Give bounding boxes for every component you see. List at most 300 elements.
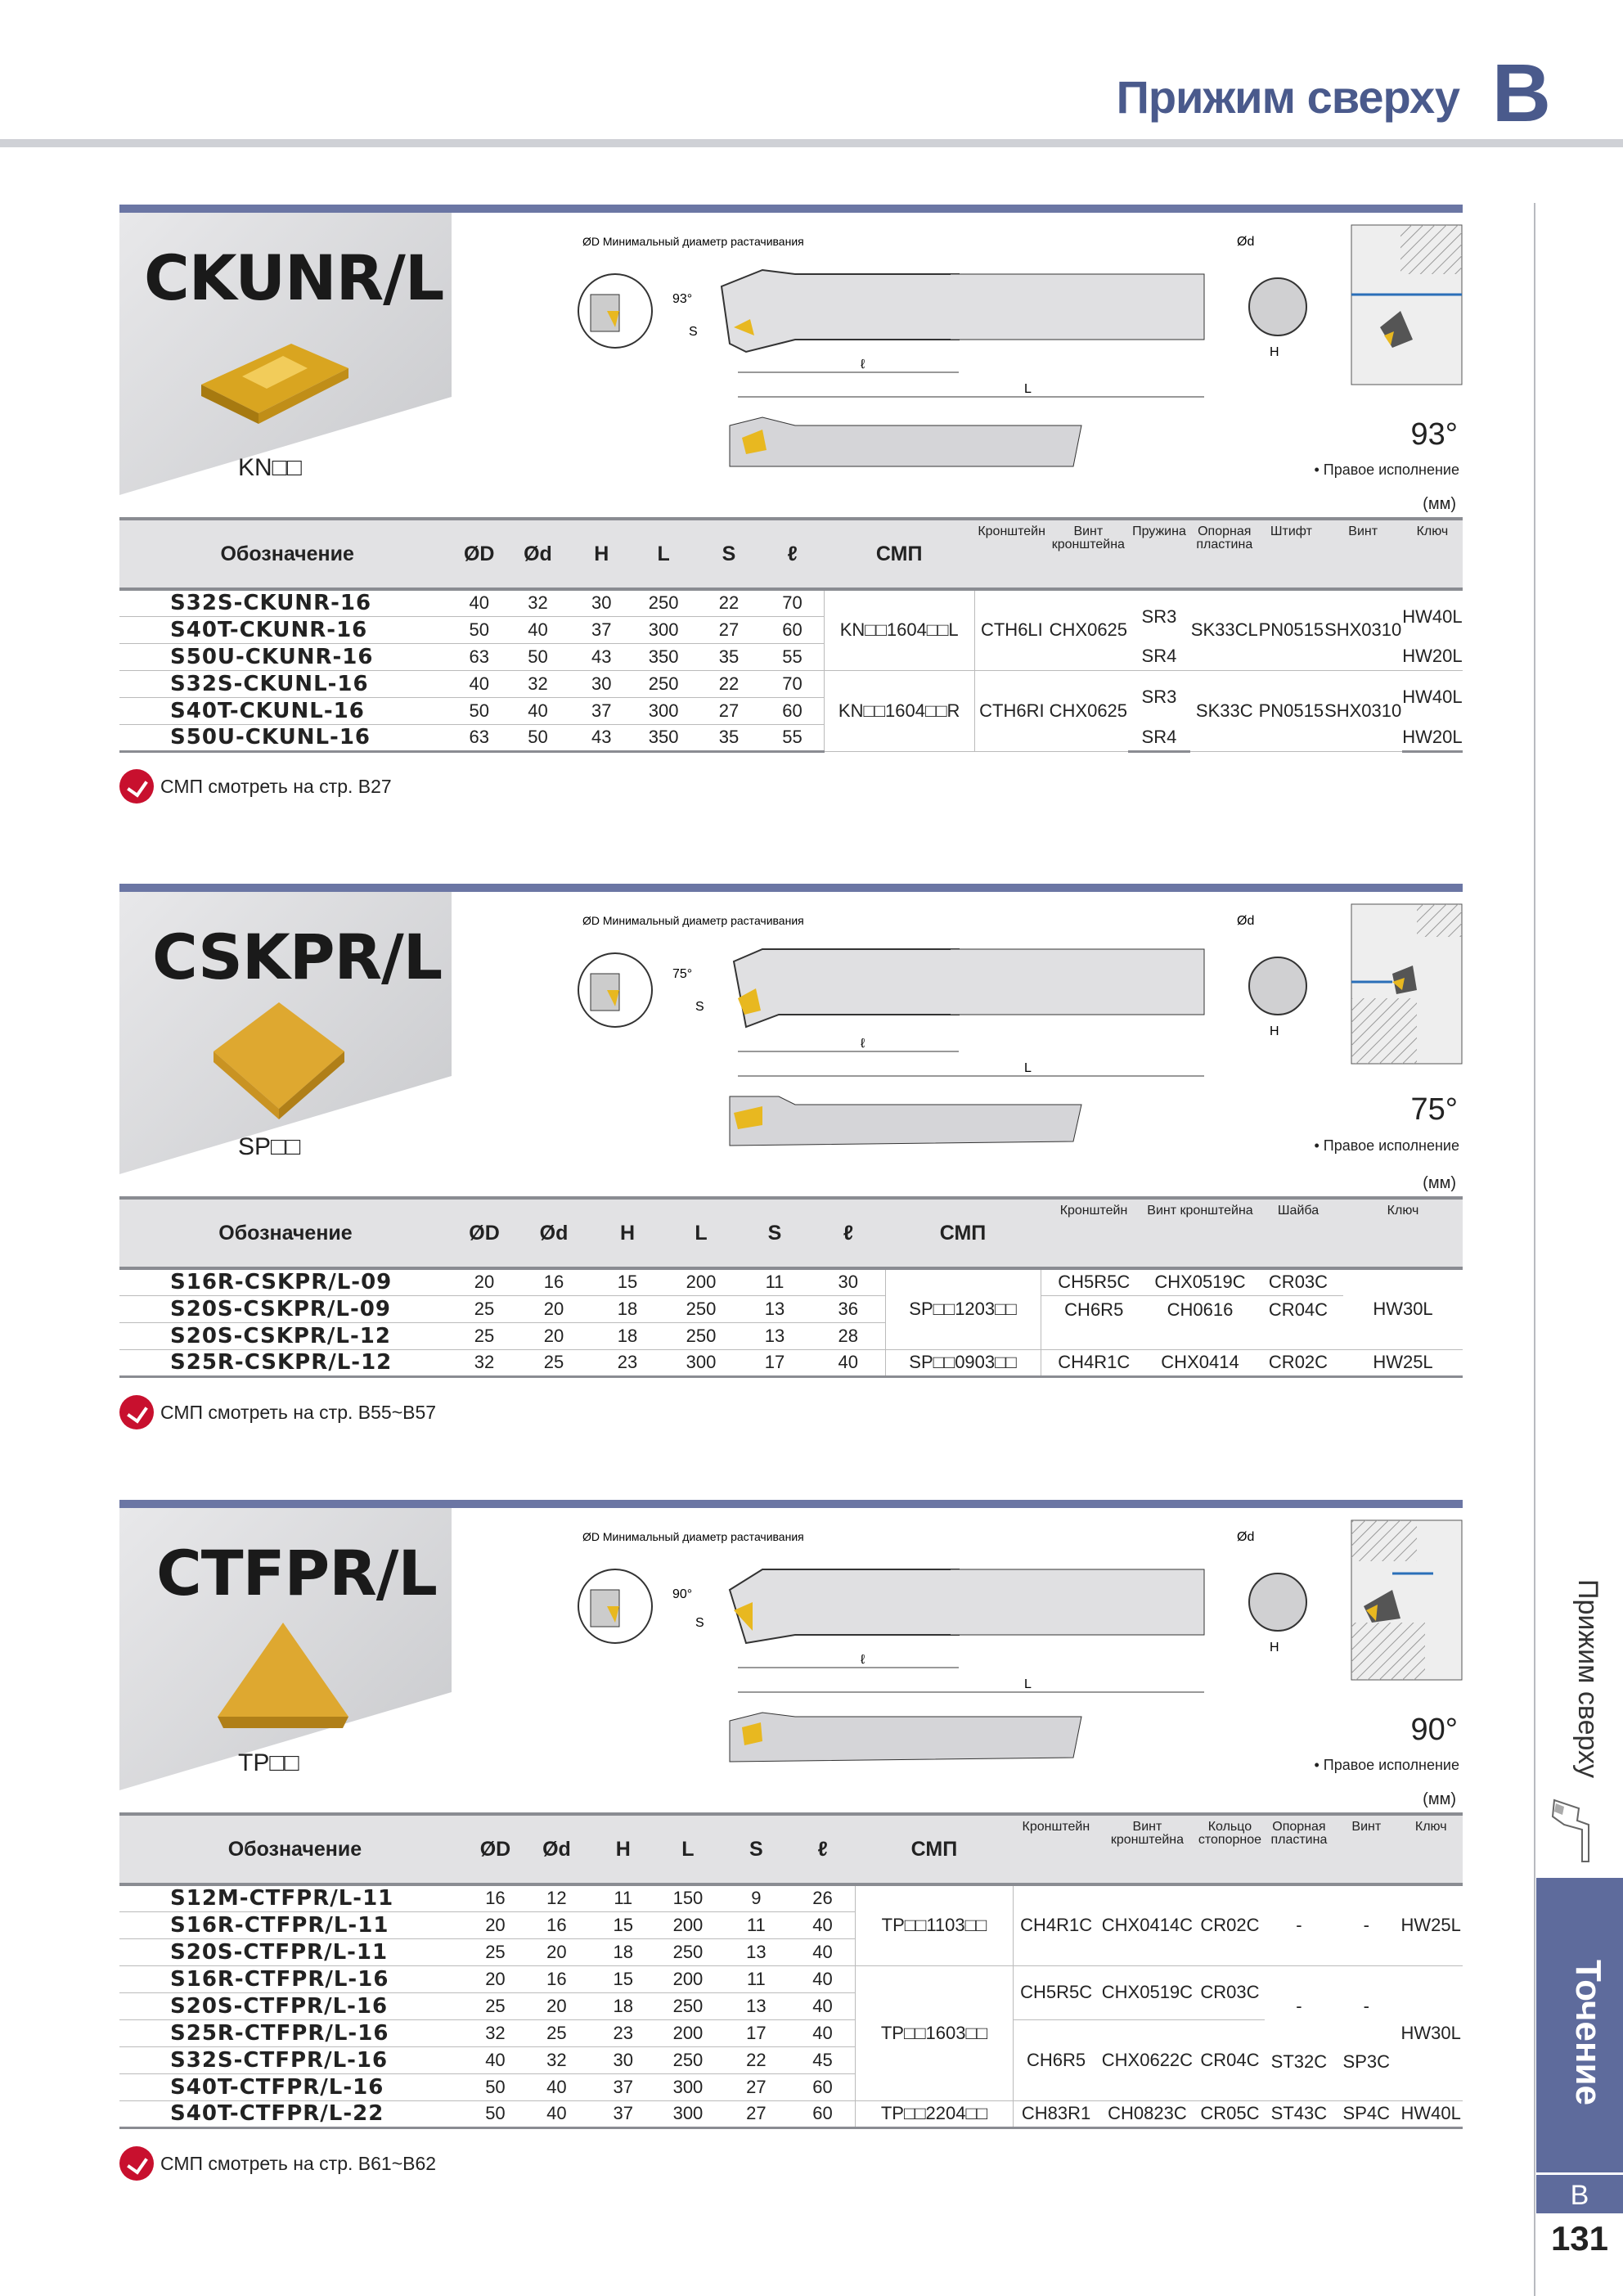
cell: - [1363,1995,1369,2016]
cell: 250 [654,1992,722,2019]
cell: 37 [573,697,631,724]
note-text: СМП смотреть на стр. [160,2152,353,2174]
svg-text:Ød: Ød [1237,1530,1255,1544]
cell: CH0616 [1147,1295,1253,1349]
svg-text:ØD Минимальный диаметр растачи: ØD Минимальный диаметр растачивания [582,235,804,248]
cell: 60 [790,2100,856,2127]
cell: SHX0310 [1324,589,1402,670]
cell: - [1333,1884,1399,1965]
cell: CHX0625 [1049,589,1127,670]
cell: 40 [520,2100,593,2127]
cell: 55 [761,724,824,751]
cell: 13 [738,1295,812,1322]
cell: CH5R5C [1041,1268,1147,1295]
cell: 12 [520,1884,593,1911]
cell: CHX0622C [1099,2019,1196,2100]
svg-text:H: H [1270,1024,1279,1038]
svg-text:S: S [695,1616,704,1630]
cell: CHX0414C [1099,1884,1196,1965]
cell: ST32C [1265,2046,1333,2100]
table-row: S40T-CTFPR/L-22 [119,2100,470,2127]
insert-code: SP□□ [238,1133,301,1160]
insert-image [193,327,357,425]
cell: 40 [812,1349,885,1376]
cell: 25 [452,1295,517,1322]
cell: 40 [503,697,573,724]
cell: PN0515 [1258,589,1324,670]
cell: CH83R1 [1013,2100,1099,2127]
cell: 40 [455,670,503,697]
col-h: H [593,1814,654,1884]
col-designation: Обозначение [119,1198,452,1268]
cell: HW40L [1399,2100,1463,2127]
cell: HW40L [1402,606,1463,627]
col-bracket: Кронштейн [1013,1814,1099,1884]
table-row: S32S-CTFPR/L-16 [119,2046,470,2073]
cell: CTH6RI [974,670,1049,751]
cell: 300 [664,1349,738,1376]
cell: SR4 [1128,643,1191,670]
svg-text:ℓ: ℓ [861,1037,865,1051]
cell: 30 [812,1268,885,1295]
cell: 20 [470,1965,520,1992]
svg-text:Ød: Ød [1237,235,1255,249]
tool-drawing [452,213,1463,495]
cell: 15 [593,1965,654,1992]
cell: 13 [738,1322,812,1349]
col-d: Ød [520,1814,593,1884]
cell: 40 [790,2019,856,2046]
cell: 32 [503,670,573,697]
approach-angle: 75° [1410,1092,1458,1127]
cell: 28 [812,1322,885,1349]
table-row: S20S-CSKPR/L-09 [119,1295,452,1322]
svg-text:ØD Минимальный диаметр растачи: ØD Минимальный диаметр растачивания [582,914,804,927]
section-cskpr [119,884,1463,1456]
insert-code: KN□□ [238,454,302,481]
cell: - [1296,1995,1302,2016]
table-row: S32S-CKUNR-16 [119,589,455,616]
cell: 11 [722,1911,789,1938]
cell: 23 [593,2019,654,2046]
cell: 20 [470,1911,520,1938]
table-row: S16R-CTFPR/L-16 [119,1965,470,1992]
section-bar [119,205,1463,213]
cell: 32 [470,2019,520,2046]
name-block [119,213,452,495]
svg-text:Ød: Ød [1237,914,1255,928]
note-text: СМП смотреть на стр. [160,775,353,797]
insert-cell: SP□□1203□□ [885,1268,1041,1349]
cell: 50 [503,724,573,751]
col-screw: Винт [1333,1814,1399,1884]
col-key: Ключ [1343,1198,1463,1268]
boring-bar-icon [1546,1792,1612,1866]
right-hand-note: • Правое исполнение [1314,1757,1459,1773]
sidebar-letter: B [1536,2172,1623,2213]
cell: 15 [593,1911,654,1938]
cell: 50 [503,643,573,670]
cell: 40 [790,1992,856,2019]
cell: 11 [738,1268,812,1295]
cell: 20 [452,1268,517,1295]
col-pin: Штифт [1258,519,1324,589]
cell: HW20L [1402,724,1463,751]
col-l: L [654,1814,722,1884]
units-label: (мм) [1423,495,1456,513]
cell: 25 [470,1938,520,1965]
pointer-icon [119,1395,154,1429]
cell: CR05C [1195,2100,1264,2127]
table-row: S25R-CSKPR/L-12 [119,1349,452,1376]
table-row: S20S-CTFPR/L-11 [119,1938,470,1965]
cell: 36 [812,1295,885,1322]
section-bar [119,1500,1463,1508]
header-title: Прижим сверху [1116,71,1459,123]
cell: CH5R5C [1013,1965,1099,2019]
cell: 18 [593,1938,654,1965]
col-designation: Обозначение [119,519,455,589]
cell: 20 [517,1295,591,1322]
page-link[interactable]: B61~B62 [357,2152,437,2174]
cell: 30 [573,670,631,697]
cell: HW25L [1343,1349,1463,1376]
cell: CR04C [1195,2019,1264,2100]
col-l1: ℓ [761,519,824,589]
cell: 30 [593,2046,654,2073]
name-block [119,1508,452,1790]
sidebar-label: Прижим сверху [1572,1579,1603,1779]
cell: 22 [722,2046,789,2073]
cell: SP4C [1333,2100,1399,2127]
cell: 32 [503,589,573,616]
cell: 70 [761,670,824,697]
col-insert: СМП [885,1198,1041,1268]
insert-image [214,1618,353,1741]
cell: CHX0414 [1147,1349,1253,1376]
cell: ST43C [1265,2100,1333,2127]
tool-drawings [452,892,1463,1174]
cell: CR03C [1195,1965,1264,2019]
cell: 16 [520,1911,593,1938]
cell: 350 [631,643,697,670]
cell: 27 [697,616,762,643]
units-label: (мм) [1423,1174,1456,1192]
cell: CH0823C [1099,2100,1196,2127]
sidebar-tab-label: Точение [1568,1960,1608,2105]
cell: 50 [455,616,503,643]
cell: 30 [573,589,631,616]
cell: HW40L [1402,687,1463,708]
svg-text:75°: 75° [672,967,693,981]
table-row: S32S-CKUNL-16 [119,670,455,697]
col-l1: ℓ [790,1814,856,1884]
cell: 13 [722,1992,789,2019]
cell: 250 [664,1295,738,1322]
cell: 16 [520,1965,593,1992]
cell: 32 [520,2046,593,2073]
col-bracket: Кронштейн [1041,1198,1147,1268]
page-link[interactable]: B55~B57 [357,1401,437,1423]
cell: 37 [593,2100,654,2127]
pointer-icon [119,2146,154,2181]
table-row: S50U-CKUNL-16 [119,724,455,751]
table-row: S16R-CTFPR/L-11 [119,1911,470,1938]
section-ckunr [119,205,1463,818]
cell: 60 [761,697,824,724]
cell: 13 [722,1938,789,1965]
cell: 25 [520,2019,593,2046]
cell: 50 [470,2073,520,2100]
cell: 17 [738,1349,812,1376]
col-od: ØD [455,519,503,589]
svg-text:90°: 90° [672,1587,693,1601]
cell: CH4R1C [1041,1349,1147,1376]
cell: 40 [520,2073,593,2100]
col-d: Ød [517,1198,591,1268]
col-l: L [664,1198,738,1268]
col-l: L [631,519,697,589]
insert-cell: TP□□1603□□ [856,1965,1013,2100]
col-spring: Пружина [1128,519,1191,589]
cell: CH6R5 [1013,2019,1099,2100]
cell: 50 [455,697,503,724]
col-s: S [738,1198,812,1268]
cell: 300 [631,697,697,724]
cell: 27 [697,697,762,724]
col-h: H [573,519,631,589]
cell: 25 [452,1322,517,1349]
col-bracket: Кронштейн [974,519,1049,589]
cell: 27 [722,2100,789,2127]
col-s: S [722,1814,789,1884]
insert-cell: SP□□0903□□ [885,1349,1041,1376]
cell: 55 [761,643,824,670]
svg-text:L: L [1024,382,1032,396]
cell: 11 [722,1965,789,1992]
cell: 18 [591,1322,664,1349]
pointer-icon [119,769,154,804]
col-bracket-screw: Винт кронштейна [1099,1814,1196,1884]
cell: 40 [790,1965,856,1992]
tool-drawing [452,892,1463,1174]
cell: HW30L [1343,1268,1463,1349]
svg-text:H: H [1270,345,1279,359]
col-shim: Опорная пластина [1265,1814,1333,1884]
insert-cell: KN□□1604□□R [824,670,974,751]
cell: 32 [452,1349,517,1376]
cell: 200 [654,1911,722,1938]
cell: SP3C [1333,2046,1399,2100]
cell: 40 [455,589,503,616]
cell: 16 [470,1884,520,1911]
cell: 40 [470,2046,520,2073]
tool-name: CTFPR/L [156,1537,437,1609]
cell: 63 [455,643,503,670]
svg-text:L: L [1024,1061,1032,1075]
svg-text:S: S [695,1000,704,1014]
cell: CH4R1C [1013,1884,1099,1965]
col-ring: Кольцо стопорное [1195,1814,1264,1884]
cell: CR02C [1195,1884,1264,1965]
right-hand-note: • Правое исполнение [1314,1137,1459,1154]
table-row: S12M-CTFPR/L-11 [119,1884,470,1911]
spec-table [119,517,1463,753]
cell: CH6R5 [1041,1295,1147,1349]
svg-text:L: L [1024,1677,1032,1691]
cell: 60 [790,2073,856,2100]
cell: 18 [591,1295,664,1322]
cell: 20 [517,1322,591,1349]
cell: CHX0519C [1147,1268,1253,1295]
header-divider [0,139,1623,147]
cell: 25 [517,1349,591,1376]
cell: SK33CL [1190,589,1258,670]
insert-cell: KN□□1604□□L [824,589,974,670]
cell: 63 [455,724,503,751]
table-row: S25R-CTFPR/L-16 [119,2019,470,2046]
tool-drawings [452,213,1463,495]
note-text: СМП смотреть на стр. [160,1401,353,1423]
tool-name: CSKPR/L [152,921,443,993]
cell: 350 [631,724,697,751]
approach-angle: 90° [1410,1713,1458,1747]
approach-angle: 93° [1410,417,1458,452]
col-l1: ℓ [812,1198,885,1268]
cell: 43 [573,724,631,751]
cell: CR04C [1253,1295,1343,1349]
insert-reference-note [119,1395,436,1429]
cell: CHX0519C [1099,1965,1196,2019]
cell: 35 [697,724,762,751]
cell: 250 [631,670,697,697]
cell: 250 [654,2046,722,2073]
cell: CR03C [1253,1268,1343,1295]
cell: 37 [573,616,631,643]
cell: 300 [631,616,697,643]
col-h: H [591,1198,664,1268]
cell: SR4 [1128,724,1191,751]
cell: 22 [697,589,762,616]
section-ctfpr [119,1500,1463,2195]
col-key: Ключ [1399,1814,1463,1884]
cell: 20 [520,1938,593,1965]
cell: 45 [790,2046,856,2073]
insert-image [209,998,348,1121]
cell: CHX0625 [1049,670,1127,751]
svg-text:ℓ: ℓ [861,358,865,371]
table-row: S40T-CKUNL-16 [119,697,455,724]
cell: 250 [654,1938,722,1965]
table-row: S20S-CSKPR/L-12 [119,1322,452,1349]
cell: 18 [593,1992,654,2019]
svg-text:S: S [689,325,698,339]
cell: 50 [470,2100,520,2127]
header-letter: B [1491,47,1551,139]
cell: 25 [470,1992,520,2019]
cell: 35 [697,643,762,670]
col-s: S [697,519,762,589]
cell: SK33C [1190,670,1258,751]
cell: 17 [722,2019,789,2046]
table-row: S40T-CTFPR/L-16 [119,2073,470,2100]
col-od: ØD [452,1198,517,1268]
cell: 26 [790,1884,856,1911]
cell: 300 [654,2073,722,2100]
col-d: Ød [503,519,573,589]
svg-text:93°: 93° [672,292,693,306]
cell: 40 [790,1938,856,1965]
cell: 43 [573,643,631,670]
table-row: S50U-CKUNR-16 [119,643,455,670]
cell: 150 [654,1884,722,1911]
cell: 27 [722,2073,789,2100]
cell: 300 [654,2100,722,2127]
cell: - [1265,1884,1333,1965]
cell: 250 [631,589,697,616]
cell: HW20L [1402,643,1463,670]
cell: 40 [790,1911,856,1938]
tool-drawings [452,1508,1463,1790]
table-row: S20S-CTFPR/L-16 [119,1992,470,2019]
col-screw: Винт [1324,519,1402,589]
page-link[interactable]: B27 [357,775,392,797]
tool-name: CKUNR/L [144,241,444,314]
col-key: Ключ [1402,519,1463,589]
col-designation: Обозначение [119,1814,470,1884]
cell: 250 [664,1322,738,1349]
cell: 60 [761,616,824,643]
col-insert: СМП [824,519,974,589]
col-bracket-screw: Винт кронштейна [1147,1198,1253,1268]
cell: 37 [593,2073,654,2100]
col-insert: СМП [856,1814,1013,1884]
cell: HW25L [1399,1884,1463,1965]
cell: SR3 [1141,687,1177,708]
cell: 200 [654,1965,722,1992]
svg-text:ØD Минимальный диаметр растачи: ØD Минимальный диаметр растачивания [582,1530,804,1543]
cell: 200 [654,2019,722,2046]
spec-table [119,1196,1463,1378]
cell: 16 [517,1268,591,1295]
sidebar-tab-turning[interactable] [1536,1878,1623,2172]
insert-reference-note [119,769,392,804]
cell: 9 [722,1884,789,1911]
col-shim: Опорная пластина [1190,519,1258,589]
col-bracket-screw: Винт кронштейна [1049,519,1127,589]
insert-reference-note [119,2146,436,2181]
section-bar [119,884,1463,892]
svg-text:H: H [1270,1641,1279,1654]
units-label: (мм) [1423,1790,1456,1808]
insert-cell: TP□□2204□□ [856,2100,1013,2127]
cell: 20 [520,1992,593,2019]
name-block [119,892,452,1174]
tool-drawing [452,1508,1463,1790]
cell: CR02C [1253,1349,1343,1376]
table-row: S40T-CKUNR-16 [119,616,455,643]
cell: 23 [591,1349,664,1376]
cell: 200 [664,1268,738,1295]
svg-text:ℓ: ℓ [861,1653,865,1667]
spec-table [119,1812,1463,2129]
insert-code: TP□□ [238,1749,299,1776]
table-row: S16R-CSKPR/L-09 [119,1268,452,1295]
right-hand-note: • Правое исполнение [1314,461,1459,478]
cell: SR3 [1141,606,1177,627]
cell: PN0515 [1258,670,1324,751]
cell: CTH6LI [974,589,1049,670]
